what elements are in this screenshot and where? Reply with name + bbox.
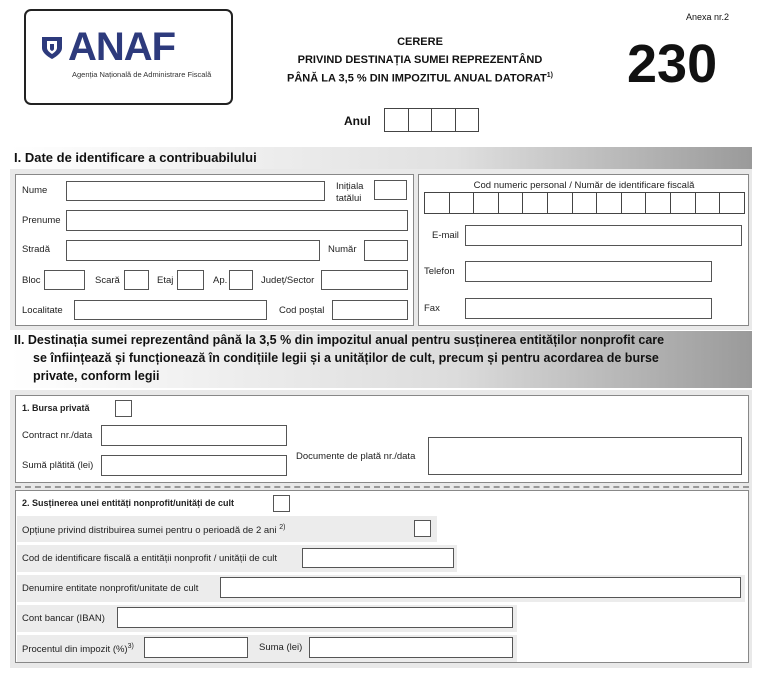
localitate-label: Localitate [22,305,63,316]
numar-label: Număr [328,244,357,255]
prenume-label: Prenume [22,215,61,226]
etaj-label: Etaj [157,275,174,286]
numar-input[interactable] [364,240,408,261]
cont-input[interactable] [117,607,513,628]
suma-platita-input[interactable] [101,455,287,476]
email-label: E-mail [432,230,459,241]
judet-input[interactable] [321,270,408,290]
strada-input[interactable] [66,240,320,261]
telefon-label: Telefon [424,266,455,277]
optiune-footnote: 2) [279,524,286,531]
title-footnote: 1) [546,72,553,79]
fax-input[interactable] [465,298,712,319]
cod-postal-label: Cod poștal [279,305,325,316]
optiune-text: Opțiune privind distribuirea sumei pentru o perioadă de 2 ani [22,525,277,537]
documente-input[interactable] [428,437,742,475]
logo-subtitle: Agenția Națională de Administrare Fiscală [72,70,212,79]
section2-title-line2: se înființează și funcționează în condițiile legii și a unităților de cult, precum și pentru acordarea de burse [33,351,659,365]
cnp-input[interactable] [424,192,745,214]
contract-input[interactable] [101,425,287,446]
annex-label: Anexa nr.2 [686,12,730,22]
procent-label [22,643,134,655]
suma-platita-label: Sumă plătită (lei) [22,460,94,471]
suma-label: Suma (lei) [259,642,303,653]
bursa-checkbox[interactable] [115,400,132,417]
nume-input[interactable] [66,181,325,201]
title-line1: CERERE [397,36,443,48]
denumire-input[interactable] [220,577,741,598]
year-label: Anul [344,114,371,128]
dashed-separator [15,486,749,488]
cod-postal-input[interactable] [332,300,408,320]
bursa-title: 1. Bursa privată [22,403,90,413]
procent-text: Procentul din impozit (%) [22,644,128,656]
cont-label: Cont bancar (IBAN) [22,613,105,624]
cod-fiscal-label: Cod de identificare fiscală a entității nonprofit / unității de cult [22,553,278,564]
section2-title-line1: II. Destinația sumei reprezentând până la 3,5 % din impozitul anual pentru susținerea entităților nonprofit care [14,333,665,347]
procent-input[interactable] [144,637,248,658]
cod-fiscal-input[interactable] [302,548,454,568]
form-number: 230 [627,34,718,94]
telefon-input[interactable] [465,261,712,282]
title-line2: PRIVIND DESTINAȚIA SUMEI REPREZENTÂND [297,54,543,66]
cnp-label: Cod numeric personal / Număr de identificare fiscală [473,180,695,191]
initiala-input[interactable] [374,180,407,200]
ap-label: Ap. [213,275,228,286]
localitate-input[interactable] [74,300,267,320]
prenume-input[interactable] [66,210,408,231]
suma-input[interactable] [309,637,513,658]
sustinere-checkbox[interactable] [273,495,290,512]
optiune-checkbox[interactable] [414,520,431,537]
etaj-input[interactable] [177,270,204,290]
bloc-input[interactable] [44,270,85,290]
year-input[interactable] [384,108,479,132]
documente-label: Documente de plată nr./data [296,451,416,462]
logo-box [24,9,233,105]
initiala-label-2: tatălui [336,193,362,204]
procent-footnote: 3) [127,643,134,650]
scara-input[interactable] [124,270,149,290]
scara-label: Scară [95,275,120,286]
strada-label: Stradă [22,244,50,255]
bloc-label: Bloc [22,275,41,286]
ap-input[interactable] [229,270,253,290]
judet-label: Județ/Sector [261,275,315,286]
fax-label: Fax [424,303,440,314]
nume-label: Nume [22,185,48,196]
contract-label: Contract nr./data [22,430,93,441]
anaf-shield-icon [40,35,64,61]
email-input[interactable] [465,225,742,246]
title-line3 [250,72,590,85]
title-line3-text: PÂNĂ LA 3,5 % DIN IMPOZITUL ANUAL DATORAT [287,72,547,85]
logo-text: ANAF [68,25,176,69]
section1-title: I. Date de identificare a contribuabilului [14,150,257,165]
sustinere-title: 2. Susținerea unei entități nonprofit/unități de cult [22,498,235,508]
section2-title-line3: private, conform legii [33,369,160,383]
denumire-label: Denumire entitate nonprofit/unitate de cult [22,583,199,594]
initiala-label-1: Inițiala [336,181,364,192]
optiune-label [22,524,285,536]
